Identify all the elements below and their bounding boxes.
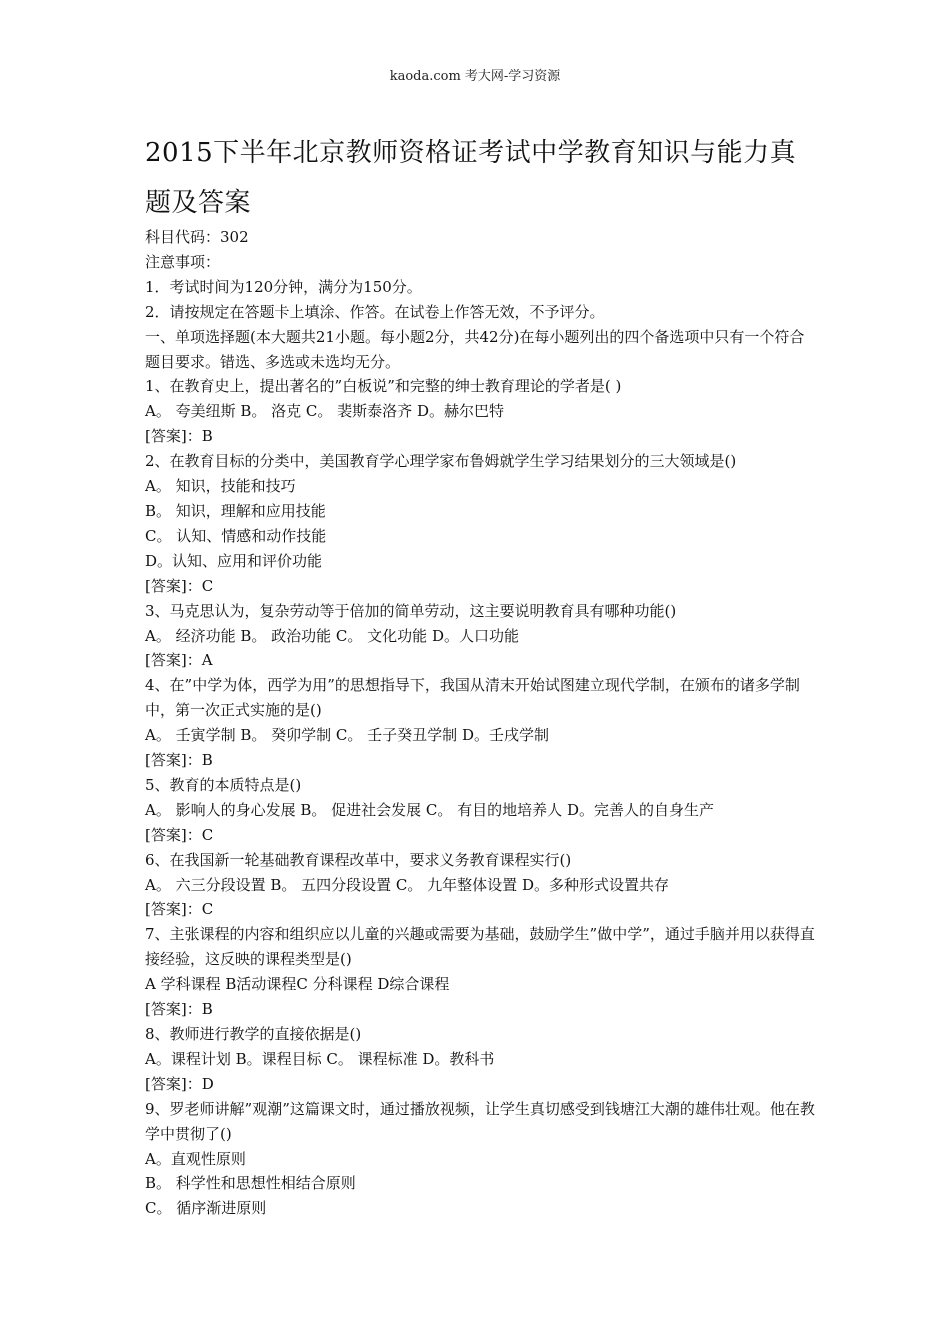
page-header: kaoda.com 考大网-学习资源	[389, 69, 561, 84]
question-1: 1、在教育史上，提出著名的”白板说”和完整的绅士教育理论的学者是( )	[145, 377, 622, 396]
question-8: 8、教师进行教学的直接依据是()	[145, 1025, 362, 1043]
text-line: 2．请按规定在答题卡上填涂、作答。在试卷上作答无效，不予评分。	[145, 302, 605, 321]
question-4: 4、在”中学为体，西学为用”的思想指导下，我国从清末开始试图建立现代学制，在颁布的诸多学制中，第一次正式实施的是()	[145, 676, 800, 720]
options-6: A。 六三分段设置 B。 五四分段设置 C。 九年整体设置 D。多种形式设置共存	[145, 875, 669, 894]
text-line: 科目代码：302	[145, 228, 249, 246]
question-9: 9、罗老师讲解”观潮”这篇课文时，通过播放视频，让学生真切感受到钱塘江大潮的雄伟壮观。他在教学中贯彻了()	[145, 1099, 815, 1143]
question-3: 3、马克思认为，复杂劳动等于倍加的简单劳动，这主要说明教育具有哪种功能()	[145, 601, 677, 620]
question-7: 7、主张课程的内容和组织应以儿童的兴趣或需要为基础，鼓励学生”做中学”，通过手脑并用以获得直接经验，这反映的课程类型是()	[145, 925, 815, 969]
document-body	[145, 225, 815, 1221]
question-2: 2、在教育目标的分类中，美国教育学心理学家布鲁姆就学生学习结果划分的三大领域是()	[145, 452, 737, 471]
answer-7: [答案]：B	[145, 1000, 213, 1019]
section-heading: 一、单项选择题(本大题共21小题。每小题2分，共42分)在每小题列出的四个备选项中只有一个符合题目要求。错选、多选或未选均无分。	[145, 327, 805, 371]
answer-1: [答案]：B	[145, 427, 213, 446]
option-line: A。直观性原则	[145, 1149, 246, 1168]
document-title: 2015下半年北京教师资格证考试中学教育知识与能力真题及答案	[145, 138, 797, 218]
text-line: 1．考试时间为120分钟，满分为150分。	[145, 277, 422, 296]
answer-8: [答案]：D	[145, 1074, 214, 1093]
option-line: B。 科学性和思想性相结合原则	[145, 1174, 356, 1193]
options-7: A 学科课程 B活动课程C 分科课程 D综合课程	[145, 975, 450, 994]
options-4: A。 壬寅学制 B。 癸卯学制 C。 壬子癸丑学制 D。壬戌学制	[145, 726, 549, 745]
text-line: 注意事项：	[145, 252, 221, 271]
options-5: A。 影响人的身心发展 B。 促进社会发展 C。 有目的地培养人 D。完善人的自身生产	[145, 800, 714, 819]
answer-5: [答案]：C	[145, 825, 214, 844]
question-5: 5、教育的本质特点是()	[145, 775, 302, 794]
answer-2: [答案]：C	[145, 576, 214, 595]
answer-3: [答案]：A	[145, 651, 213, 670]
option-line: A。 知识，技能和技巧	[145, 477, 296, 496]
option-line: B。 知识，理解和应用技能	[145, 501, 326, 520]
option-line: C。 认知、情感和动作技能	[145, 526, 327, 545]
option-line: D。认知、应用和评价功能	[145, 551, 323, 570]
answer-4: [答案]：B	[145, 751, 213, 770]
answer-6: [答案]：C	[145, 900, 214, 919]
question-6: 6、在我国新一轮基础教育课程改革中，要求义务教育课程实行()	[145, 850, 572, 869]
option-line: C。 循序渐进原则	[145, 1199, 267, 1218]
options-3: A。 经济功能 B。 政治功能 C。 文化功能 D。人口功能	[145, 626, 519, 645]
options-8: A。课程计划 B。课程目标 C。 课程标准 D。教科书	[145, 1049, 495, 1068]
options-1: A。 夸美纽斯 B。 洛克 C。 裴斯泰洛齐 D。赫尔巴特	[145, 402, 504, 421]
